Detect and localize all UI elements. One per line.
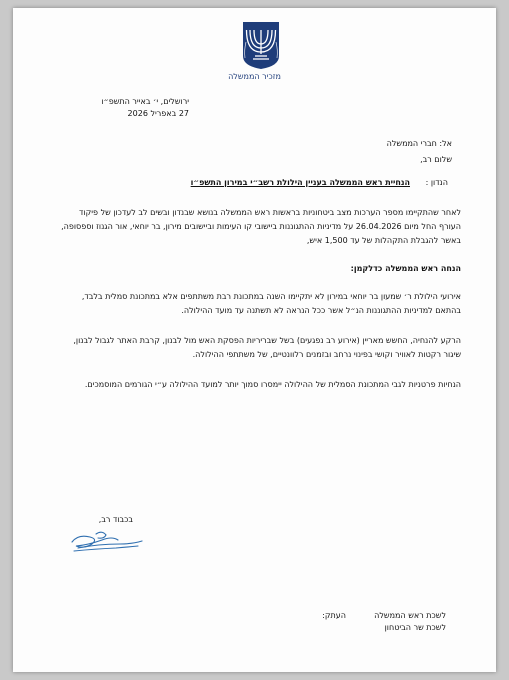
menorah-emblem-icon xyxy=(240,20,282,70)
greeting: שלום רב, xyxy=(420,155,452,164)
handwritten-signature xyxy=(68,524,148,554)
body-paragraph-1: לאחר שהתקיימו מספר הערכות מצב ביטחוניות בראשות ראש הממשלה בנושא שבנדון ובשים לב לעדכון של פיקוד העורף החל מיום 26.04.2026 על מדיניות ההתגוננות ביישובי קו העימות וביישובים מירון, בר יוחאי, אור הגנוז וספסופה, באשר להגבלת התקהלות של עד 1,500 איש, xyxy=(61,208,461,245)
recipient-to: אל: חברי הממשלה xyxy=(386,139,452,148)
body-heading: הנחה ראש הממשלה כדלקמן: xyxy=(350,264,461,273)
body-paragraph-4: הרקע להנחיה, החשש מאריין (אירוע רב נפגעים) בשל שבריריות הפסקת האש מול לבנון, קרבת האתר לגבול לבנון, שיגור רקטות לאוויר וקושי בפינוי נרחב ובזמנים רלוונטיים, של משתתפי ההילולה. xyxy=(73,336,461,359)
date-gregorian: 27 באפריל 2026 xyxy=(127,109,189,118)
cc-line-2: לשכת שר הביטחון xyxy=(384,623,446,632)
closing-regards: בכבוד רב, xyxy=(98,515,133,524)
org-name: מזכיר הממשלה xyxy=(228,72,281,81)
cc-label: העתק: xyxy=(322,611,346,620)
letter-page xyxy=(13,8,496,672)
body-paragraph-3: אירועי הילולת ר׳ שמעון בר יוחאי במירון לא יתקיימו השנה במתכונת רבת משתתפים אלא במתכונת סמלית בלבד, בהתאם למדיניות ההתגוננות הנ״ל אשר ככל הנראה לא תשתנה עד מועד ההילולה. xyxy=(81,292,461,315)
subject-text: הנחיית ראש הממשלה בעניין הילולת רשב״י במירון התשפ״ו xyxy=(190,178,410,187)
date-hebrew: ירושלים, י׳ באייר התשפ״ו xyxy=(101,97,189,106)
body-paragraph-5: הנחיות פרטניות לגבי המתכונת הסמלית של ההילולה יימסרו סמוך יותר למועד ההילולה ע״י הגורמים המוסמכים. xyxy=(84,380,461,389)
subject-label: הנדון : xyxy=(425,178,448,187)
cc-line-1: לשכת ראש הממשלה xyxy=(374,611,446,620)
